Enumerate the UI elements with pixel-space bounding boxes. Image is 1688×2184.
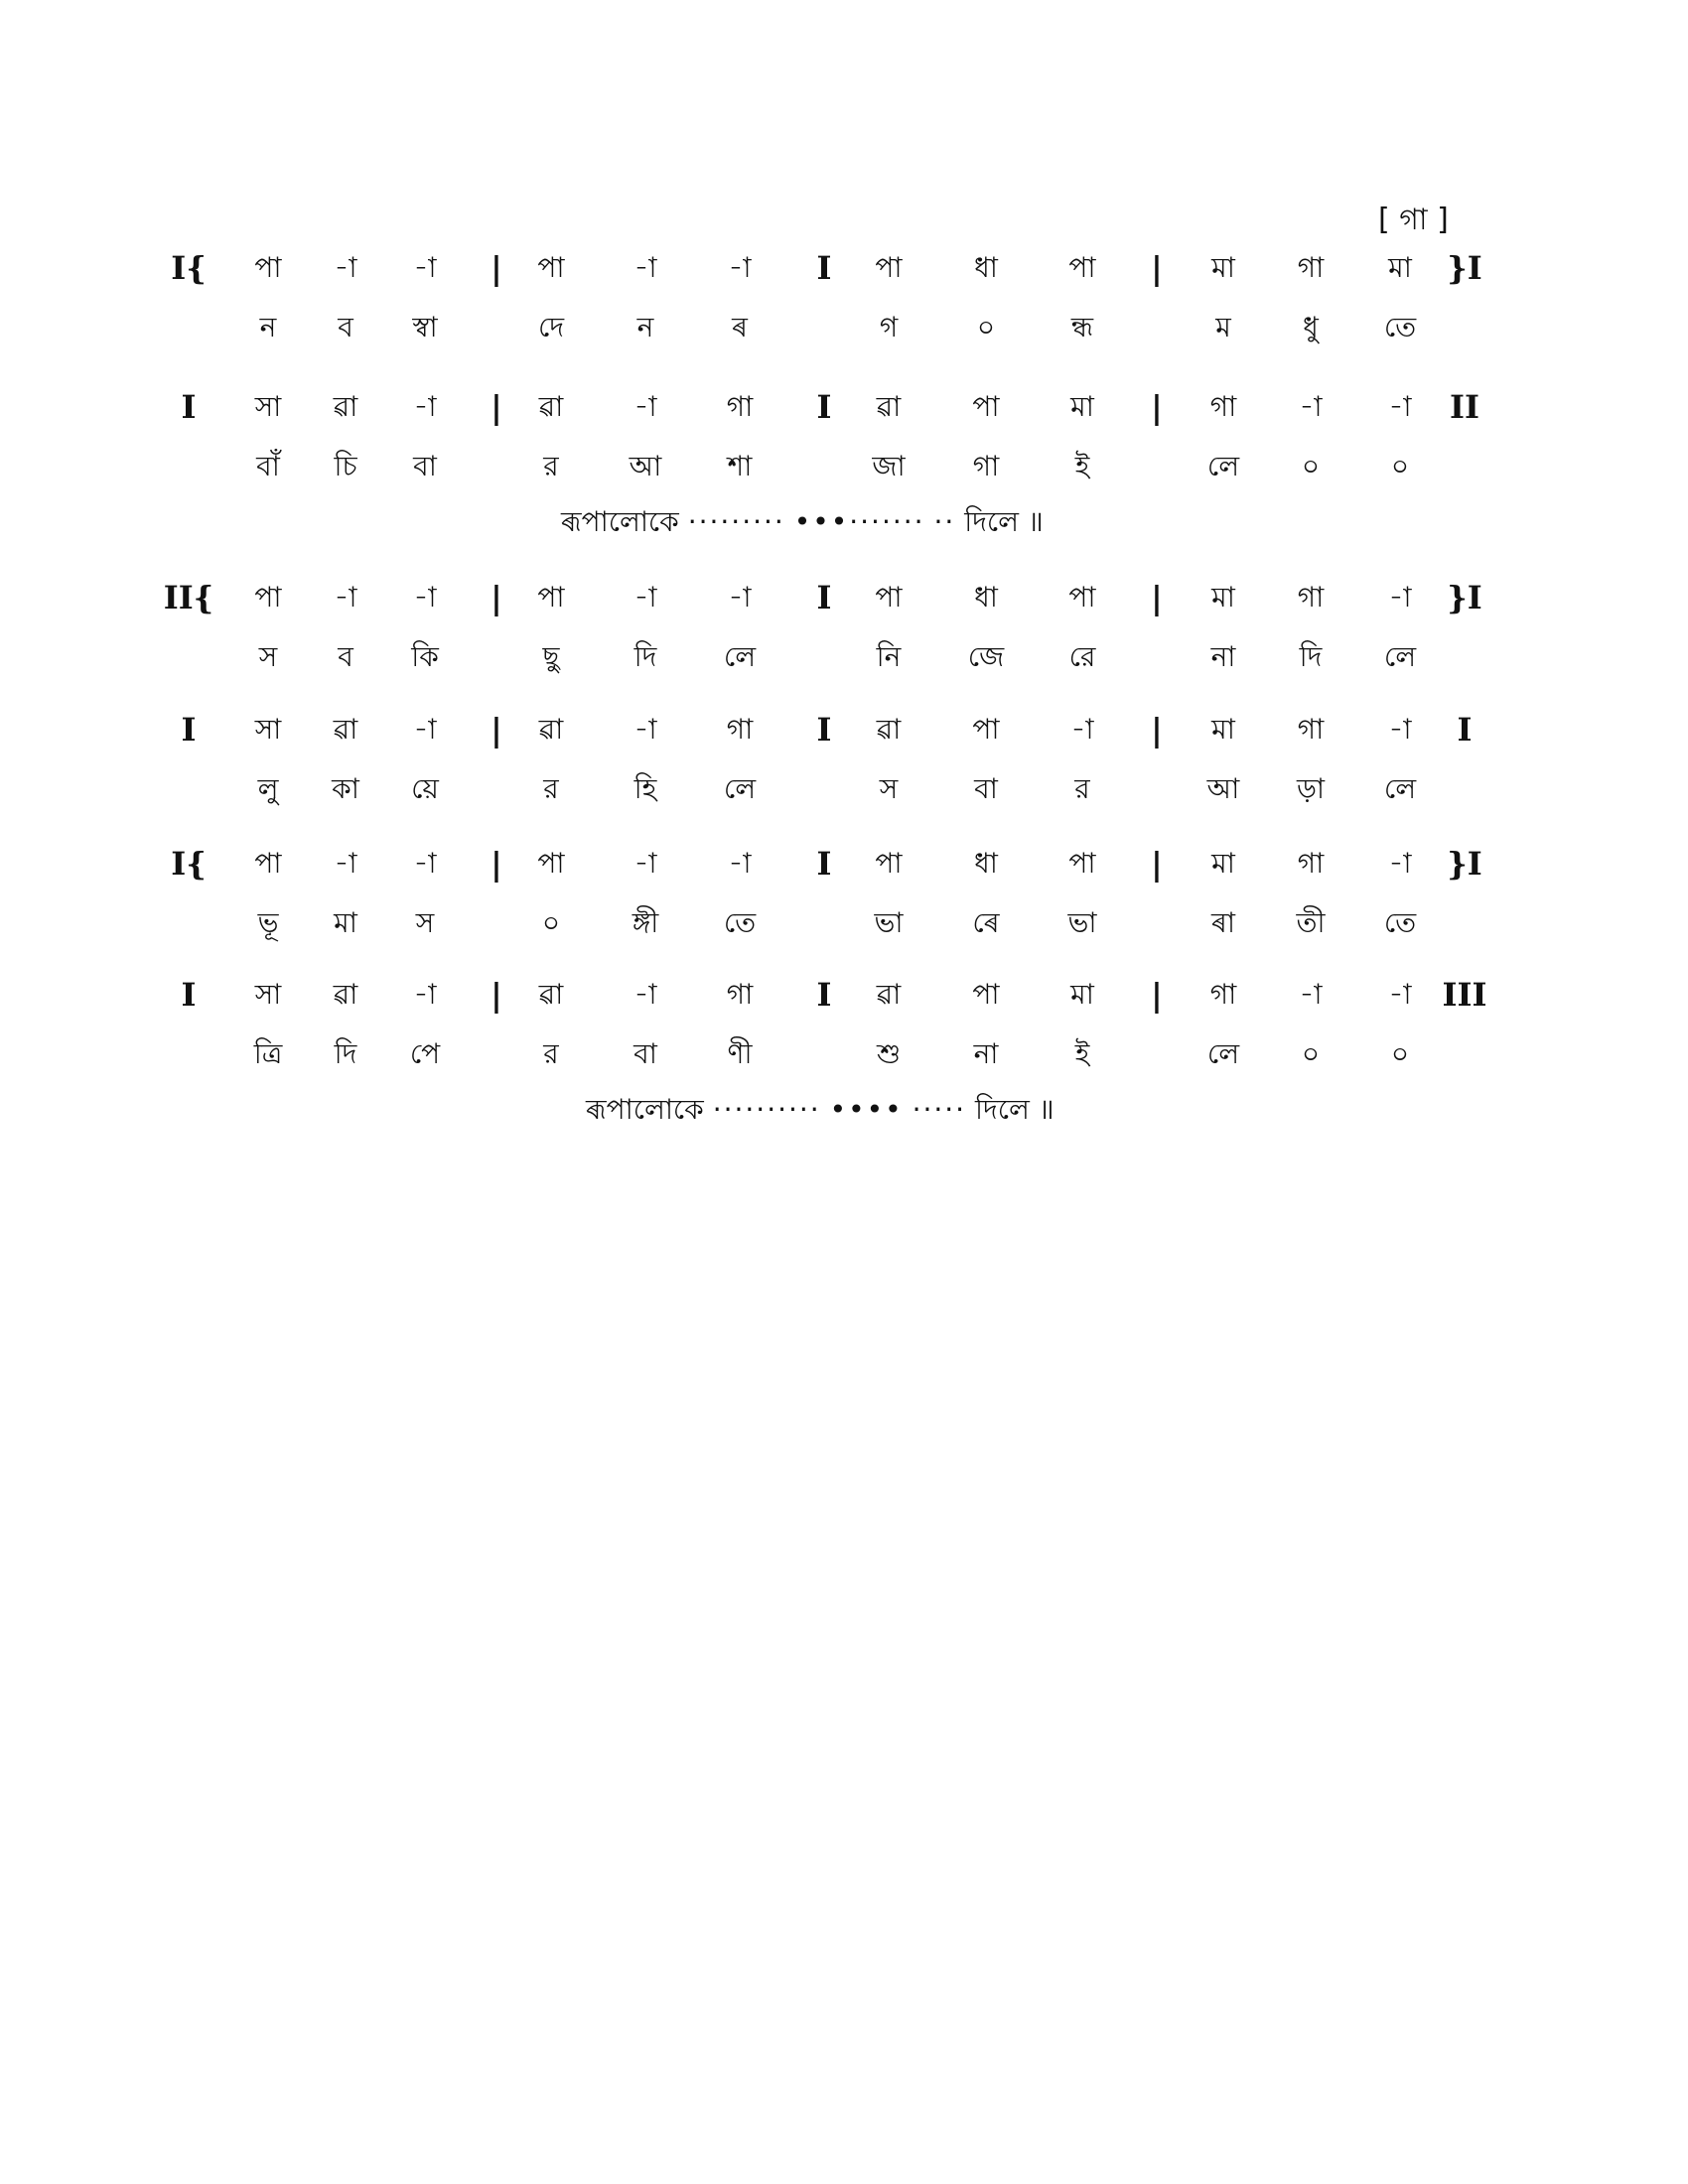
lyric-cell: ০	[976, 311, 996, 343]
bar-line: |	[1151, 249, 1163, 287]
note-cell: -া	[413, 390, 437, 423]
lyric-cell: দি	[334, 1037, 357, 1070]
note-cell: পা	[972, 978, 1000, 1011]
bar-line: I{	[171, 249, 207, 287]
lyric-cell: ৰা	[1211, 906, 1235, 939]
bar-line: |	[491, 845, 502, 883]
lyric-cell: মা	[334, 906, 357, 939]
refrain-start: ৰূপালোকে	[586, 1093, 704, 1126]
lyric-cell: ০	[541, 906, 561, 939]
note-cell: মা	[1388, 251, 1412, 284]
bar-line: I	[181, 388, 197, 426]
note-cell: -া	[633, 390, 657, 423]
note-cell: পা	[972, 390, 1000, 423]
lyric-cell: র	[543, 772, 559, 805]
note-cell: -া	[334, 847, 357, 880]
lyric-cell: ভা	[874, 906, 904, 939]
lyric-cell: নি	[876, 640, 902, 673]
bar-line: I	[816, 711, 832, 749]
note-cell: গা	[726, 390, 754, 423]
lyric-cell: ন্ধ	[1070, 311, 1094, 343]
lyric-cell: তী	[1296, 906, 1326, 939]
lyric-cell: স	[879, 772, 899, 805]
note-cell: পা	[537, 847, 565, 880]
lyric-cell: ঙ্গী	[632, 906, 659, 939]
note-cell: সা	[254, 978, 282, 1011]
bar-line: |	[1151, 579, 1163, 616]
note-cell: -া	[413, 713, 437, 746]
lyric-cell: গা	[972, 450, 1000, 482]
lyric-cell: আ	[629, 450, 662, 482]
note-cell: -া	[413, 251, 437, 284]
lyric-cell: ন	[636, 311, 654, 343]
note-cell: ধা	[974, 581, 998, 614]
refrain-line	[561, 504, 1044, 540]
note-cell: -া	[1388, 978, 1412, 1011]
note-cell: গা	[1297, 847, 1325, 880]
lyric-cell: ৰে	[972, 906, 1000, 939]
note-cell: -া	[334, 581, 357, 614]
note-cell: -া	[633, 251, 657, 284]
note-cell: মা	[1070, 390, 1094, 423]
note-cell: -া	[1388, 581, 1412, 614]
note-cell: মা	[1211, 581, 1235, 614]
bar-line: III	[1442, 976, 1487, 1014]
lyric-cell: ০	[1390, 1037, 1410, 1070]
bar-line: |	[491, 249, 502, 287]
note-cell: -া	[1070, 713, 1094, 746]
note-cell: -া	[728, 847, 752, 880]
note-cell: মা	[1211, 251, 1235, 284]
note-cell: পা	[254, 581, 282, 614]
note-cell: পা	[875, 251, 903, 284]
lyric-cell: ব	[338, 311, 353, 343]
bar-line: |	[491, 579, 502, 616]
lyric-cell: ০	[1301, 450, 1321, 482]
refrain-dots1: ··········	[712, 1093, 821, 1126]
bar-line: I	[816, 249, 832, 287]
lyric-cell: পে	[409, 1037, 441, 1070]
note-cell: গা	[1297, 713, 1325, 746]
lyric-cell: হি	[633, 772, 657, 805]
note-cell: -া	[633, 581, 657, 614]
note-cell: ধা	[974, 847, 998, 880]
bar-line: }I	[1447, 249, 1482, 287]
lyric-cell: না	[973, 1037, 999, 1070]
note-cell: -া	[728, 581, 752, 614]
lyric-cell: লে	[1206, 1037, 1240, 1070]
note-cell: পা	[1068, 251, 1096, 284]
lyric-cell: য়ে	[411, 772, 439, 805]
lyric-cell: লে	[1206, 450, 1240, 482]
lyric-cell: বা	[413, 450, 437, 482]
note-cell: ৱা	[333, 713, 358, 746]
bar-line: I	[816, 845, 832, 883]
lyric-cell: কি	[411, 640, 439, 673]
note-cell: ৱা	[538, 390, 564, 423]
lyric-cell: র	[543, 1037, 559, 1070]
note-cell: -া	[413, 978, 437, 1011]
lyric-cell: লে	[723, 640, 757, 673]
note-cell: -া	[1388, 713, 1412, 746]
note-cell: গা	[1209, 978, 1237, 1011]
note-cell: গা	[1209, 390, 1237, 423]
lyric-cell: ভা	[1067, 906, 1097, 939]
note-cell: -া	[1388, 847, 1412, 880]
lyric-cell: ম	[1215, 311, 1231, 343]
bar-line: II	[1450, 388, 1479, 426]
note-cell: সা	[254, 713, 282, 746]
bar-line: |	[491, 388, 502, 426]
bar-line: I	[181, 711, 197, 749]
note-cell: সা	[254, 390, 282, 423]
lyric-cell: শু	[876, 1037, 902, 1070]
lyric-cell: লে	[723, 772, 757, 805]
note-cell: মা	[1211, 847, 1235, 880]
lyric-cell: বা	[633, 1037, 657, 1070]
note-cell: ৱা	[876, 978, 902, 1011]
lyric-cell: ড়া	[1296, 772, 1326, 805]
lyric-cell: না	[1210, 640, 1236, 673]
note-cell: মা	[1070, 978, 1094, 1011]
note-cell: -া	[728, 251, 752, 284]
note-cell: গা	[726, 713, 754, 746]
bar-line: I	[816, 388, 832, 426]
lyric-cell: স	[258, 640, 278, 673]
bar-line: |	[1151, 711, 1163, 749]
note-cell: পা	[537, 581, 565, 614]
lyric-cell: ছু	[542, 640, 560, 673]
bar-line: |	[1151, 845, 1163, 883]
lyric-cell: ৰ	[732, 311, 748, 343]
note-cell: ৱা	[538, 978, 564, 1011]
note-cell: পা	[537, 251, 565, 284]
refrain-line	[586, 1092, 1055, 1128]
bar-line: I	[1457, 711, 1473, 749]
lyric-cell: রে	[1068, 640, 1096, 673]
lyric-cell: ব	[338, 640, 353, 673]
note-cell: গা	[1297, 251, 1325, 284]
lyric-cell: র	[1074, 772, 1090, 805]
note-cell: পা	[1068, 847, 1096, 880]
note-cell: -া	[633, 978, 657, 1011]
note-cell: -া	[334, 251, 357, 284]
lyric-cell: লে	[1383, 772, 1417, 805]
lyric-cell: বা	[974, 772, 998, 805]
note-cell: পা	[972, 713, 1000, 746]
lyric-cell: দি	[633, 640, 657, 673]
refrain-end: দিলে ॥	[975, 1093, 1055, 1126]
note-cell: -া	[1299, 390, 1323, 423]
lyric-cell: ন	[259, 311, 277, 343]
note-cell: -া	[633, 713, 657, 746]
lyric-cell: ০	[1390, 450, 1410, 482]
refrain-end: দিলে ॥	[964, 505, 1044, 538]
note-cell: ৱা	[876, 713, 902, 746]
lyric-cell: স	[415, 906, 435, 939]
note-cell: মা	[1211, 713, 1235, 746]
note-cell: গা	[726, 978, 754, 1011]
bar-line: |	[491, 711, 502, 749]
bar-line: I	[816, 976, 832, 1014]
bar-line: |	[491, 976, 502, 1014]
lyric-cell: শা	[727, 450, 753, 482]
refrain-dots2: •••·······	[793, 505, 925, 538]
lyric-cell: চি	[334, 450, 357, 482]
refrain-dots1: ·········	[687, 505, 785, 538]
refrain-dots3: ··	[933, 505, 956, 538]
note-cell: -া	[413, 847, 437, 880]
lyric-cell: লু	[257, 772, 279, 805]
refrain-dots2: ••••	[829, 1093, 904, 1126]
bar-line: }I	[1447, 845, 1482, 883]
note-cell: পা	[254, 847, 282, 880]
lyric-cell: ণী	[727, 1037, 753, 1070]
lyric-cell: র	[543, 450, 559, 482]
bar-line: I{	[171, 845, 207, 883]
note-cell: ৱা	[876, 390, 902, 423]
lyric-cell: তে	[1383, 311, 1417, 343]
lyric-cell: ভূ	[257, 906, 279, 939]
bar-line: I	[181, 976, 197, 1014]
note-cell: -া	[413, 581, 437, 614]
refrain-start: ৰূপালোকে	[561, 505, 679, 538]
bar-line: |	[1151, 976, 1163, 1014]
note-cell: ৱা	[333, 978, 358, 1011]
bar-line: I	[816, 579, 832, 616]
lyric-cell: দি	[1299, 640, 1323, 673]
lyric-cell: বাঁ	[256, 450, 280, 482]
lyric-cell: আ	[1206, 772, 1240, 805]
lyric-cell: কা	[332, 772, 359, 805]
note-cell: পা	[875, 847, 903, 880]
lyric-cell: ধু	[1303, 311, 1319, 343]
lyric-cell: তে	[723, 906, 757, 939]
note-cell: ৱা	[538, 713, 564, 746]
lyric-cell: গ	[879, 311, 899, 343]
note-cell: গা	[1297, 581, 1325, 614]
note-cell: -া	[1388, 390, 1412, 423]
lyric-cell: তে	[1383, 906, 1417, 939]
bar-line: |	[1151, 388, 1163, 426]
lyric-cell: ই	[1074, 1037, 1090, 1070]
note-cell: -া	[633, 847, 657, 880]
lyric-cell: ০	[1301, 1037, 1321, 1070]
note-cell: ধা	[974, 251, 998, 284]
note-cell: পা	[875, 581, 903, 614]
bar-line: }I	[1447, 579, 1482, 616]
note-cell: পা	[1068, 581, 1096, 614]
lyric-cell: স্বা	[412, 311, 438, 343]
bar-line: II{	[163, 579, 214, 616]
lyric-cell: ই	[1074, 450, 1090, 482]
note-cell: ৱা	[333, 390, 358, 423]
lyric-cell: জা	[872, 450, 906, 482]
note-cell: -া	[1299, 978, 1323, 1011]
lyric-cell: জে	[967, 640, 1005, 673]
refrain-dots3: ·····	[912, 1093, 967, 1126]
lyric-cell: ত্রি	[253, 1037, 283, 1070]
note-cell: পা	[254, 251, 282, 284]
lyric-cell: লে	[1383, 640, 1417, 673]
header-tag: [ গা ]	[1378, 203, 1449, 237]
lyric-cell: দে	[537, 311, 565, 343]
